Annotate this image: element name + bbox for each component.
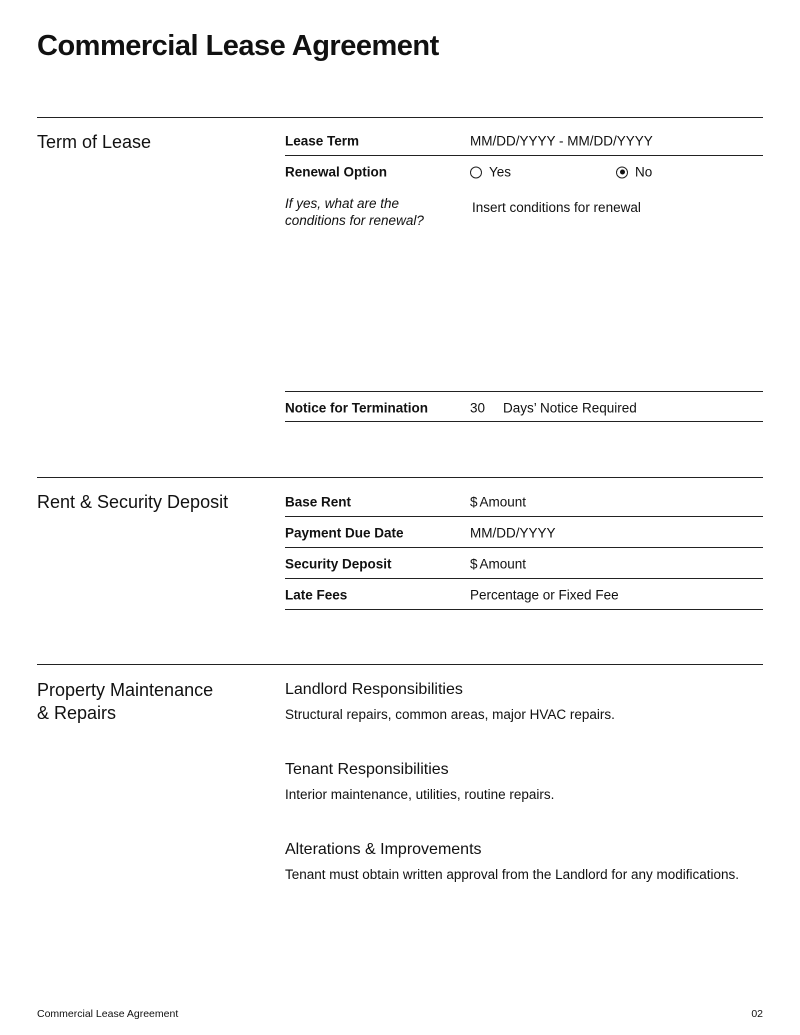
section-divider [37, 664, 763, 665]
renewal-conditions-field[interactable]: Insert conditions for renewal [472, 200, 641, 215]
landlord-responsibilities-heading: Landlord Responsibilities [285, 681, 463, 698]
radio-unchecked-icon [470, 166, 482, 178]
alterations-heading: Alterations & Improvements [285, 841, 482, 858]
term-of-lease-heading: Term of Lease [37, 132, 152, 152]
base-rent-label: Base Rent [285, 494, 352, 510]
renewal-yes-radio[interactable] [470, 165, 511, 180]
payment-due-field[interactable]: MM/DD/YYYY [470, 525, 556, 541]
late-fees-label: Late Fees [285, 587, 348, 603]
late-fees-row [285, 579, 763, 610]
late-fees-field[interactable]: Percentage or Fixed Fee [470, 587, 619, 603]
alterations-improvements [285, 840, 763, 882]
footer-document-title: Commercial Lease Agreement [37, 1008, 179, 1020]
renewal-conditions-label: If yes, what are the conditions for renewal? [285, 196, 424, 228]
payment-due-row [285, 517, 763, 548]
renewal-option-label: Renewal Option [285, 164, 388, 180]
tenant-responsibilities-text[interactable]: Interior maintenance, utilities, routine repairs. [285, 787, 555, 802]
maintenance-heading-line1: Property Maintenance [37, 680, 214, 700]
termination-days-suffix: Days’ Notice Required [503, 400, 637, 416]
renewal-no-radio[interactable] [616, 165, 652, 180]
landlord-responsibilities [285, 680, 763, 722]
tenant-responsibilities [285, 760, 763, 802]
termination-row [285, 391, 763, 422]
renewal-yes-label: Yes [489, 164, 512, 180]
currency-symbol: $ [470, 494, 478, 510]
footer-page-number: 02 [751, 1008, 763, 1020]
lease-term-label: Lease Term [285, 133, 360, 149]
landlord-responsibilities-text[interactable]: Structural repairs, common areas, major HVAC repairs. [285, 707, 615, 722]
lease-term-row [285, 125, 763, 156]
maintenance-heading-line2: & Repairs [37, 703, 117, 723]
maintenance-heading [37, 679, 213, 725]
base-rent-value: Amount [479, 494, 527, 510]
payment-due-label: Payment Due Date [285, 525, 404, 541]
security-deposit-value: Amount [479, 556, 527, 572]
section-divider [37, 117, 763, 118]
security-deposit-label: Security Deposit [285, 556, 392, 572]
base-rent-field[interactable] [470, 495, 526, 510]
security-deposit-row [285, 548, 763, 579]
base-rent-row [285, 486, 763, 517]
security-deposit-field[interactable] [470, 557, 526, 572]
renewal-option-row [285, 156, 763, 187]
termination-label: Notice for Termination [285, 400, 429, 416]
currency-symbol: $ [470, 556, 478, 572]
alterations-text[interactable]: Tenant must obtain written approval from the Landlord for any modifications. [285, 867, 739, 882]
document-title: Commercial Lease Agreement [37, 30, 439, 62]
renewal-no-label: No [635, 164, 653, 180]
lease-term-field[interactable]: MM/DD/YYYY - MM/DD/YYYY [470, 133, 653, 149]
section-divider [37, 477, 763, 478]
tenant-responsibilities-heading: Tenant Responsibilities [285, 761, 449, 778]
termination-days-field[interactable]: 30 [470, 400, 486, 416]
radio-checked-icon [616, 166, 628, 178]
rent-deposit-heading: Rent & Security Deposit [37, 492, 229, 512]
